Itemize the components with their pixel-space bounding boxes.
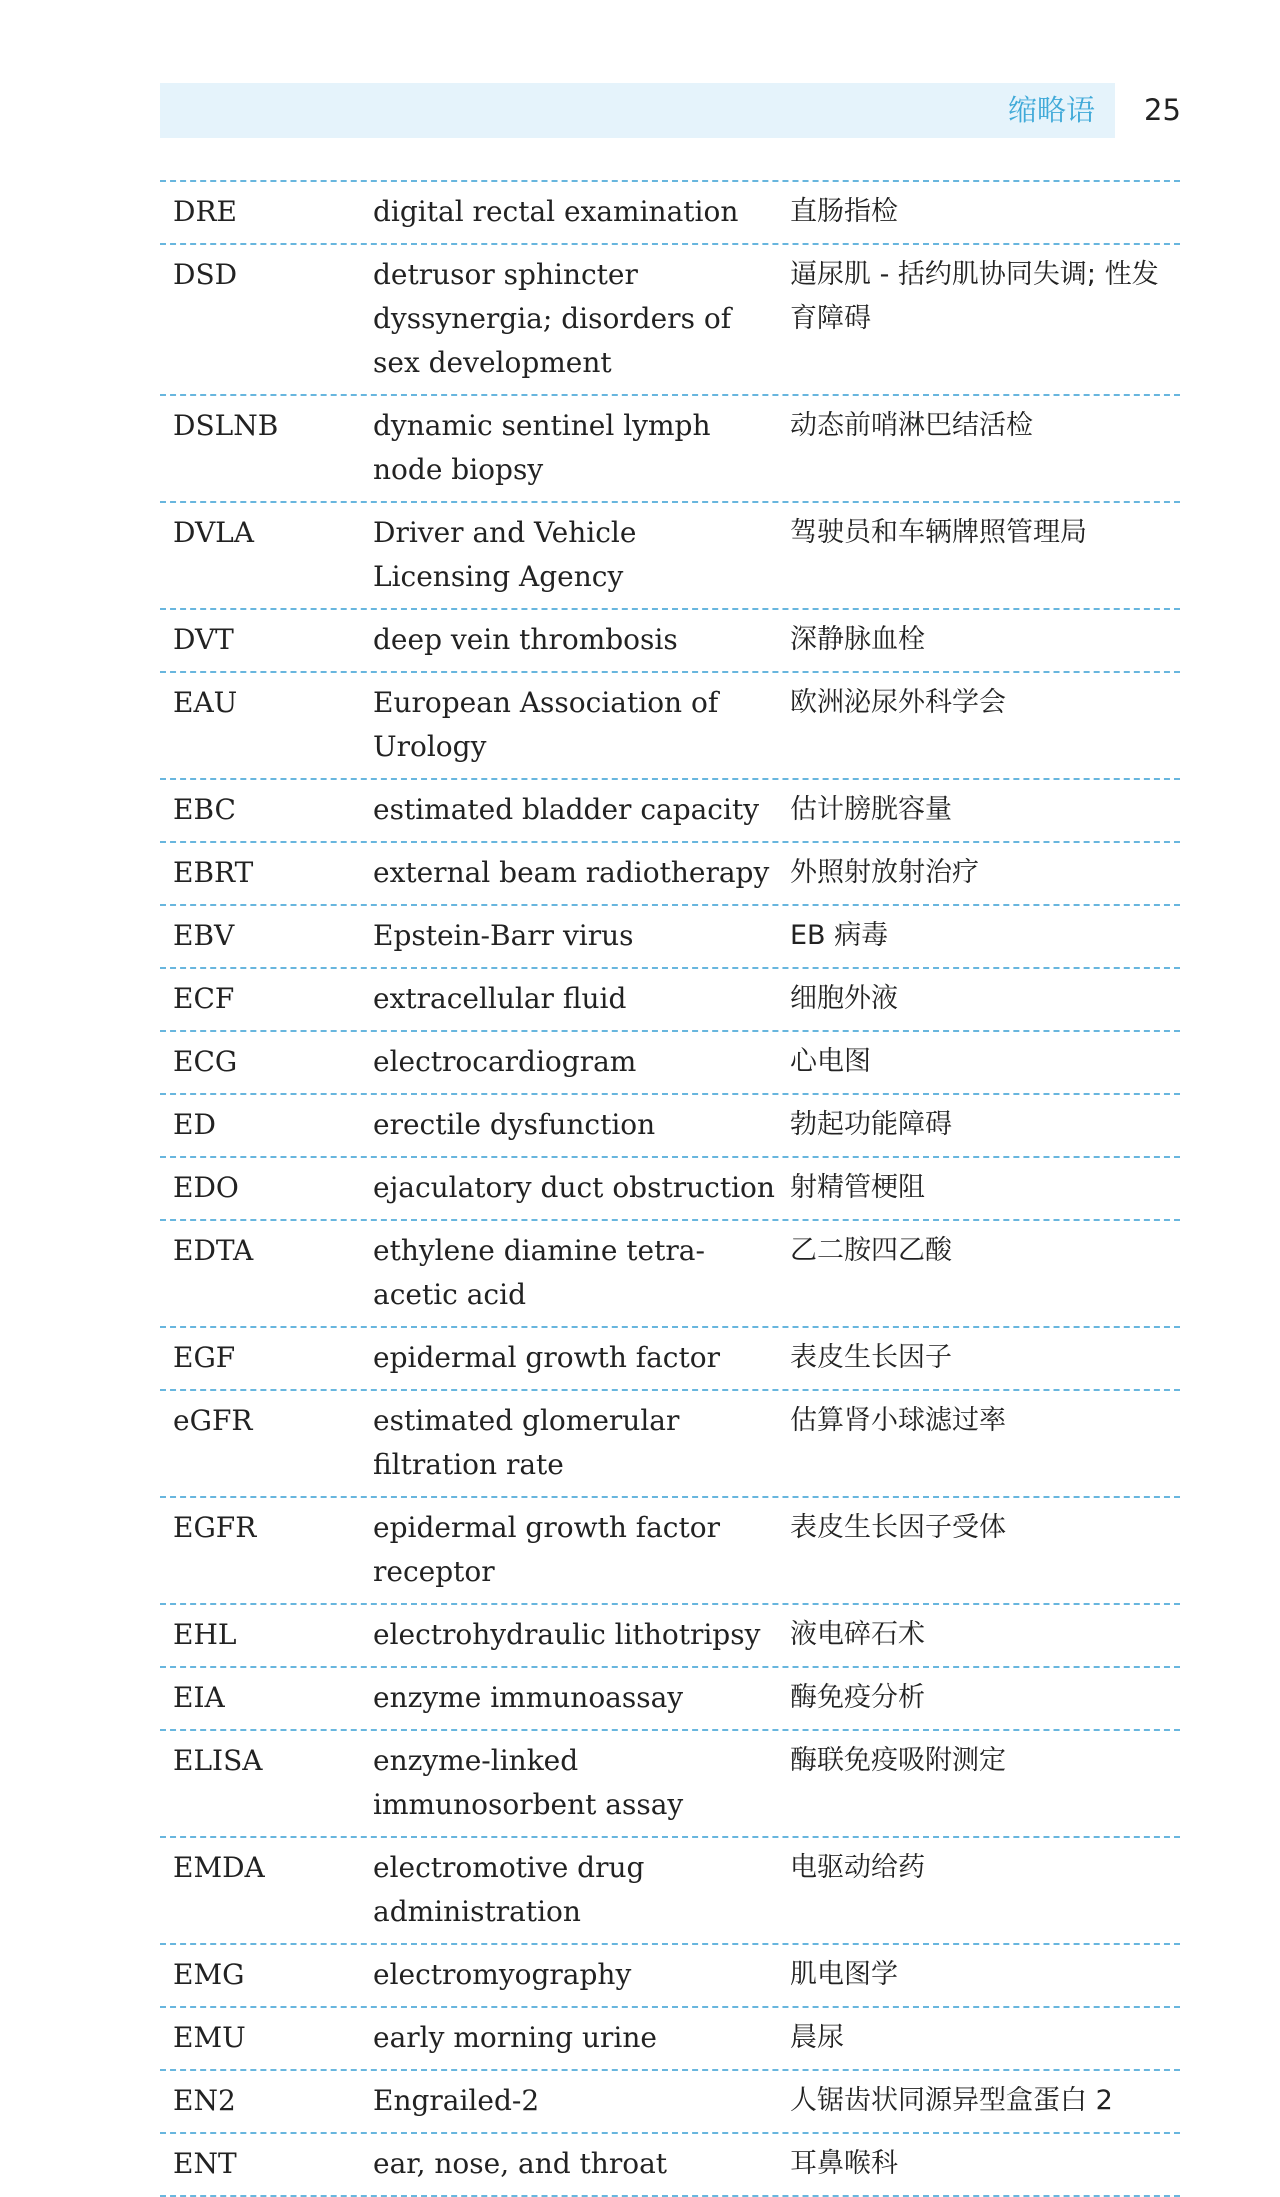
chinese-term-cell: 估计膀胱容量 bbox=[790, 794, 952, 825]
chinese-term-cell: 晨尿 bbox=[790, 2022, 844, 2053]
table-row bbox=[160, 1498, 1180, 1605]
english-term-cell: electrohydraulic lithotripsy bbox=[373, 1618, 761, 1651]
abbreviation-cell: EMU bbox=[173, 2021, 246, 2054]
english-term-cell: detrusor sphincter dyssynergia; disorders of sex development bbox=[373, 258, 732, 379]
table-row bbox=[160, 1032, 1180, 1095]
abbreviation-cell: eGFR bbox=[173, 1404, 253, 1437]
table-row bbox=[160, 2134, 1180, 2197]
english-term-cell: extracellular fluid bbox=[373, 982, 627, 1015]
table-row bbox=[160, 843, 1180, 906]
table-row bbox=[160, 1328, 1180, 1391]
table-row bbox=[160, 1391, 1180, 1498]
abbreviation-cell: EMDA bbox=[173, 1851, 265, 1884]
english-term-cell: estimated glomerular filtration rate bbox=[373, 1404, 680, 1481]
abbreviation-cell: ED bbox=[173, 1108, 216, 1141]
page-number: 25 bbox=[1144, 93, 1181, 127]
english-term-cell: Epstein-Barr virus bbox=[373, 919, 634, 952]
chinese-term-cell: 电驱动给药 bbox=[790, 1852, 925, 1883]
chinese-term-cell: 细胞外液 bbox=[790, 983, 898, 1014]
chinese-term-cell: 表皮生长因子受体 bbox=[790, 1512, 1006, 1543]
chinese-term-cell: 外照射放射治疗 bbox=[790, 857, 979, 888]
table-row bbox=[160, 1221, 1180, 1328]
table-row bbox=[160, 1605, 1180, 1668]
chinese-term-cell: 液电碎石术 bbox=[790, 1619, 925, 1650]
abbreviation-cell: EBRT bbox=[173, 856, 254, 889]
english-term-cell: estimated bladder capacity bbox=[373, 793, 760, 826]
chinese-term-cell: 深静脉血栓 bbox=[790, 624, 925, 655]
table-row bbox=[160, 969, 1180, 1032]
english-term-cell: epidermal growth factor receptor bbox=[373, 1511, 720, 1588]
english-term-cell: enzyme immunoassay bbox=[373, 1681, 684, 1714]
abbreviation-cell: EBV bbox=[173, 919, 235, 952]
header-band bbox=[160, 83, 1115, 138]
chinese-term-cell: 酶联免疫吸附测定 bbox=[790, 1745, 1006, 1776]
abbreviation-cell: DSLNB bbox=[173, 409, 279, 442]
english-term-cell: enzyme-linked immunosorbent assay bbox=[373, 1744, 684, 1821]
abbreviation-cell: DVLA bbox=[173, 516, 254, 549]
english-term-cell: digital rectal examination bbox=[373, 195, 739, 228]
chinese-term-cell: 耳鼻喉科 bbox=[790, 2148, 898, 2179]
table-row bbox=[160, 673, 1180, 780]
abbreviation-cell: ECF bbox=[173, 982, 235, 1015]
english-term-cell: erectile dysfunction bbox=[373, 1108, 656, 1141]
table-row bbox=[160, 182, 1180, 245]
table-row bbox=[160, 1731, 1180, 1838]
abbreviation-cell: DSD bbox=[173, 258, 238, 291]
table-row bbox=[160, 2008, 1180, 2071]
english-term-cell: ejaculatory duct obstruction bbox=[373, 1171, 775, 1204]
section-title: 缩略语 bbox=[1007, 93, 1095, 127]
abbreviation-table bbox=[160, 180, 1180, 2197]
english-term-cell: electromotive drug administration bbox=[373, 1851, 645, 1928]
english-term-cell: dynamic sentinel lymph node biopsy bbox=[373, 409, 711, 486]
chinese-term-cell: 动态前哨淋巴结活检 bbox=[790, 410, 1033, 441]
table-row bbox=[160, 1838, 1180, 1945]
table-row bbox=[160, 1945, 1180, 2008]
table-row bbox=[160, 1668, 1180, 1731]
abbreviation-cell: DVT bbox=[173, 623, 234, 656]
english-term-cell: ethylene diamine tetra-acetic acid bbox=[373, 1234, 705, 1311]
abbreviation-cell: ENT bbox=[173, 2147, 237, 2180]
table-row bbox=[160, 396, 1180, 503]
abbreviation-cell: EAU bbox=[173, 686, 238, 719]
abbreviation-cell: DRE bbox=[173, 195, 237, 228]
table-row bbox=[160, 2071, 1180, 2134]
chinese-term-cell: 表皮生长因子 bbox=[790, 1342, 952, 1373]
chinese-term-cell: 欧洲泌尿外科学会 bbox=[790, 687, 1006, 718]
english-term-cell: ear, nose, and throat bbox=[373, 2147, 668, 2180]
chinese-term-cell: 乙二胺四乙酸 bbox=[790, 1235, 952, 1266]
chinese-term-cell: 酶免疫分析 bbox=[790, 1682, 925, 1713]
table-row bbox=[160, 1158, 1180, 1221]
chinese-term-cell: 驾驶员和车辆牌照管理局 bbox=[790, 517, 1087, 548]
table-row bbox=[160, 780, 1180, 843]
chinese-term-cell: 射精管梗阻 bbox=[790, 1172, 925, 1203]
chinese-term-cell: 心电图 bbox=[790, 1046, 871, 1077]
english-term-cell: external beam radiotherapy bbox=[373, 856, 770, 889]
table-row bbox=[160, 610, 1180, 673]
english-term-cell: early morning urine bbox=[373, 2021, 657, 2054]
english-term-cell: epidermal growth factor bbox=[373, 1341, 720, 1374]
chinese-term-cell: 肌电图学 bbox=[790, 1959, 898, 1990]
abbreviation-cell: EDO bbox=[173, 1171, 239, 1204]
abbreviation-cell: EIA bbox=[173, 1681, 225, 1714]
abbreviation-cell: EN2 bbox=[173, 2084, 236, 2117]
chinese-term-cell: 估算肾小球滤过率 bbox=[790, 1405, 1006, 1436]
abbreviation-cell: EGF bbox=[173, 1341, 236, 1374]
table-row bbox=[160, 906, 1180, 969]
abbreviation-cell: EHL bbox=[173, 1618, 237, 1651]
table-row bbox=[160, 503, 1180, 610]
english-term-cell: Engrailed-2 bbox=[373, 2084, 540, 2117]
abbreviation-cell: EDTA bbox=[173, 1234, 254, 1267]
chinese-term-cell: 直肠指检 bbox=[790, 196, 898, 227]
english-term-cell: European Association of Urology bbox=[373, 686, 719, 763]
table-row bbox=[160, 1095, 1180, 1158]
english-term-cell: electrocardiogram bbox=[373, 1045, 637, 1078]
chinese-term-cell: 人锯齿状同源异型盒蛋白 2 bbox=[790, 2085, 1113, 2116]
chinese-term-cell: 逼尿肌 - 括约肌协同失调; 性发育障碍 bbox=[790, 259, 1159, 334]
english-term-cell: deep vein thrombosis bbox=[373, 623, 678, 656]
abbreviation-cell: EGFR bbox=[173, 1511, 257, 1544]
chinese-term-cell: 勃起功能障碍 bbox=[790, 1109, 952, 1140]
english-term-cell: Driver and Vehicle Licensing Agency bbox=[373, 516, 637, 593]
chinese-term-cell: EB 病毒 bbox=[790, 920, 889, 951]
abbreviation-cell: EMG bbox=[173, 1958, 245, 1991]
table-row bbox=[160, 245, 1180, 396]
abbreviation-cell: ECG bbox=[173, 1045, 238, 1078]
abbreviation-cell: ELISA bbox=[173, 1744, 263, 1777]
abbreviation-cell: EBC bbox=[173, 793, 236, 826]
english-term-cell: electromyography bbox=[373, 1958, 632, 1991]
